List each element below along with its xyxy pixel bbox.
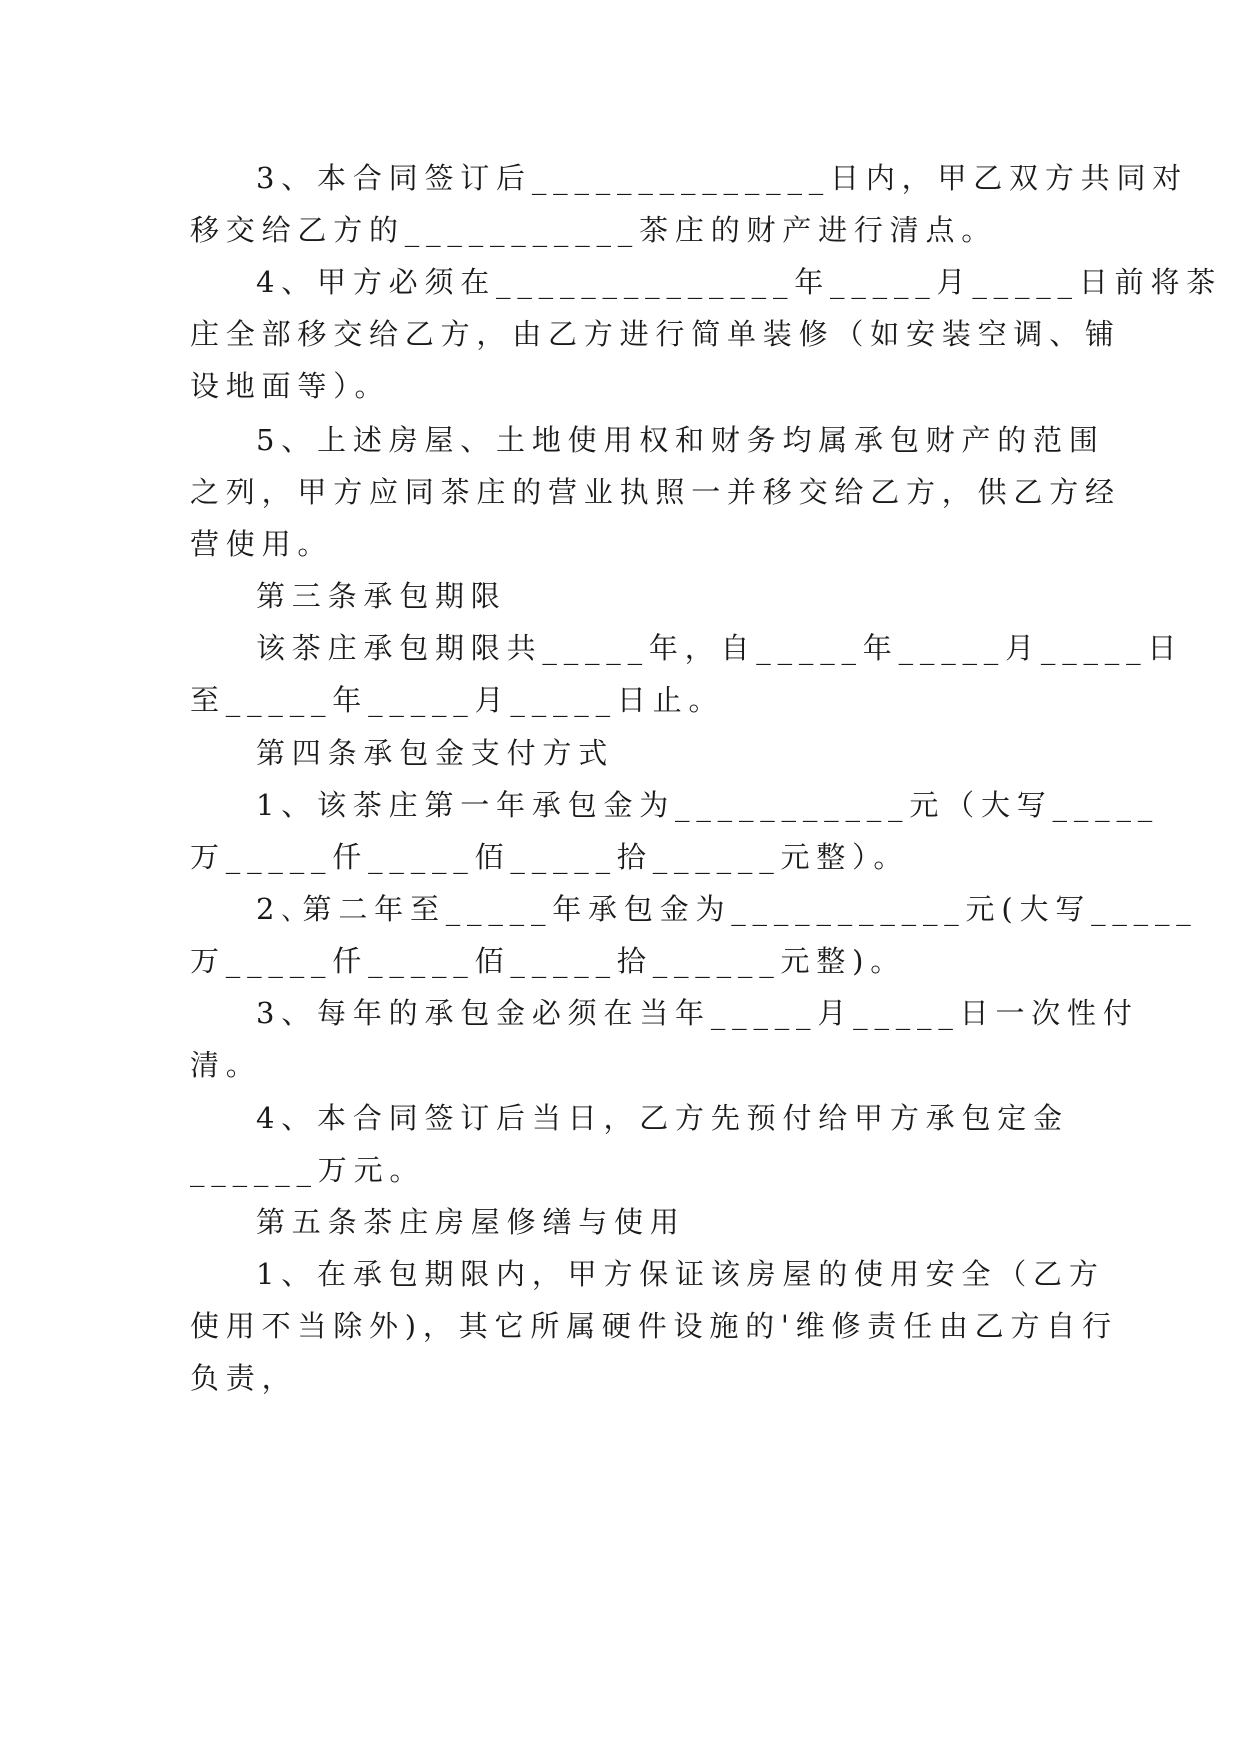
text-line: 第四条承包金支付方式	[256, 736, 615, 770]
text-line: 万_____仟_____佰_____拾______元整)。	[190, 944, 907, 978]
text-line: 4、甲方必须在______________年_____月_____日前将茶	[256, 265, 1223, 299]
text-line: 4、本合同签订后当日，乙方先预付给甲方承包定金	[256, 1101, 1069, 1135]
text-line: 使用不当除外)，其它所属硬件设施的'维修责任由乙方自行	[190, 1309, 1118, 1343]
text-line: 庄全部移交给乙方，由乙方进行简单装修（如安装空调、铺	[190, 317, 1121, 351]
text-line: 5、上述房屋、土地使用权和财务均属承包财产的范围	[256, 423, 1105, 457]
text-line: 之列，甲方应同茶庄的营业执照一并移交给乙方，供乙方经	[190, 475, 1121, 509]
text-line: 移交给乙方的___________茶庄的财产进行清点。	[190, 213, 998, 247]
text-line: 1、该茶庄第一年承包金为___________元（大写_____	[256, 788, 1160, 822]
text-line: 3、本合同签订后______________日内，甲乙双方共同对	[256, 161, 1189, 195]
text-line: ______万元。	[190, 1153, 426, 1187]
text-line: 设地面等）。	[190, 369, 391, 403]
text-line: 第五条茶庄房屋修缮与使用	[256, 1205, 686, 1239]
text-line: 3、每年的承包金必须在当年_____月_____日一次性付	[256, 996, 1139, 1030]
text-line: 负责，	[190, 1361, 298, 1395]
text-line: 万_____仟_____佰_____拾______元整）。	[190, 840, 910, 874]
text-line: 清。	[190, 1048, 262, 1082]
text-line: 2､第二年至_____年承包金为___________元(大写_____	[256, 892, 1198, 926]
text-line: 营使用。	[190, 527, 334, 561]
text-line: 1、在承包期限内，甲方保证该房屋的使用安全（乙方	[256, 1257, 1105, 1291]
text-line: 该茶庄承包期限共_____年，自_____年_____月_____日	[256, 631, 1184, 665]
text-line: 第三条承包期限	[256, 579, 507, 613]
text-line: 至_____年_____月_____日止。	[190, 683, 725, 717]
